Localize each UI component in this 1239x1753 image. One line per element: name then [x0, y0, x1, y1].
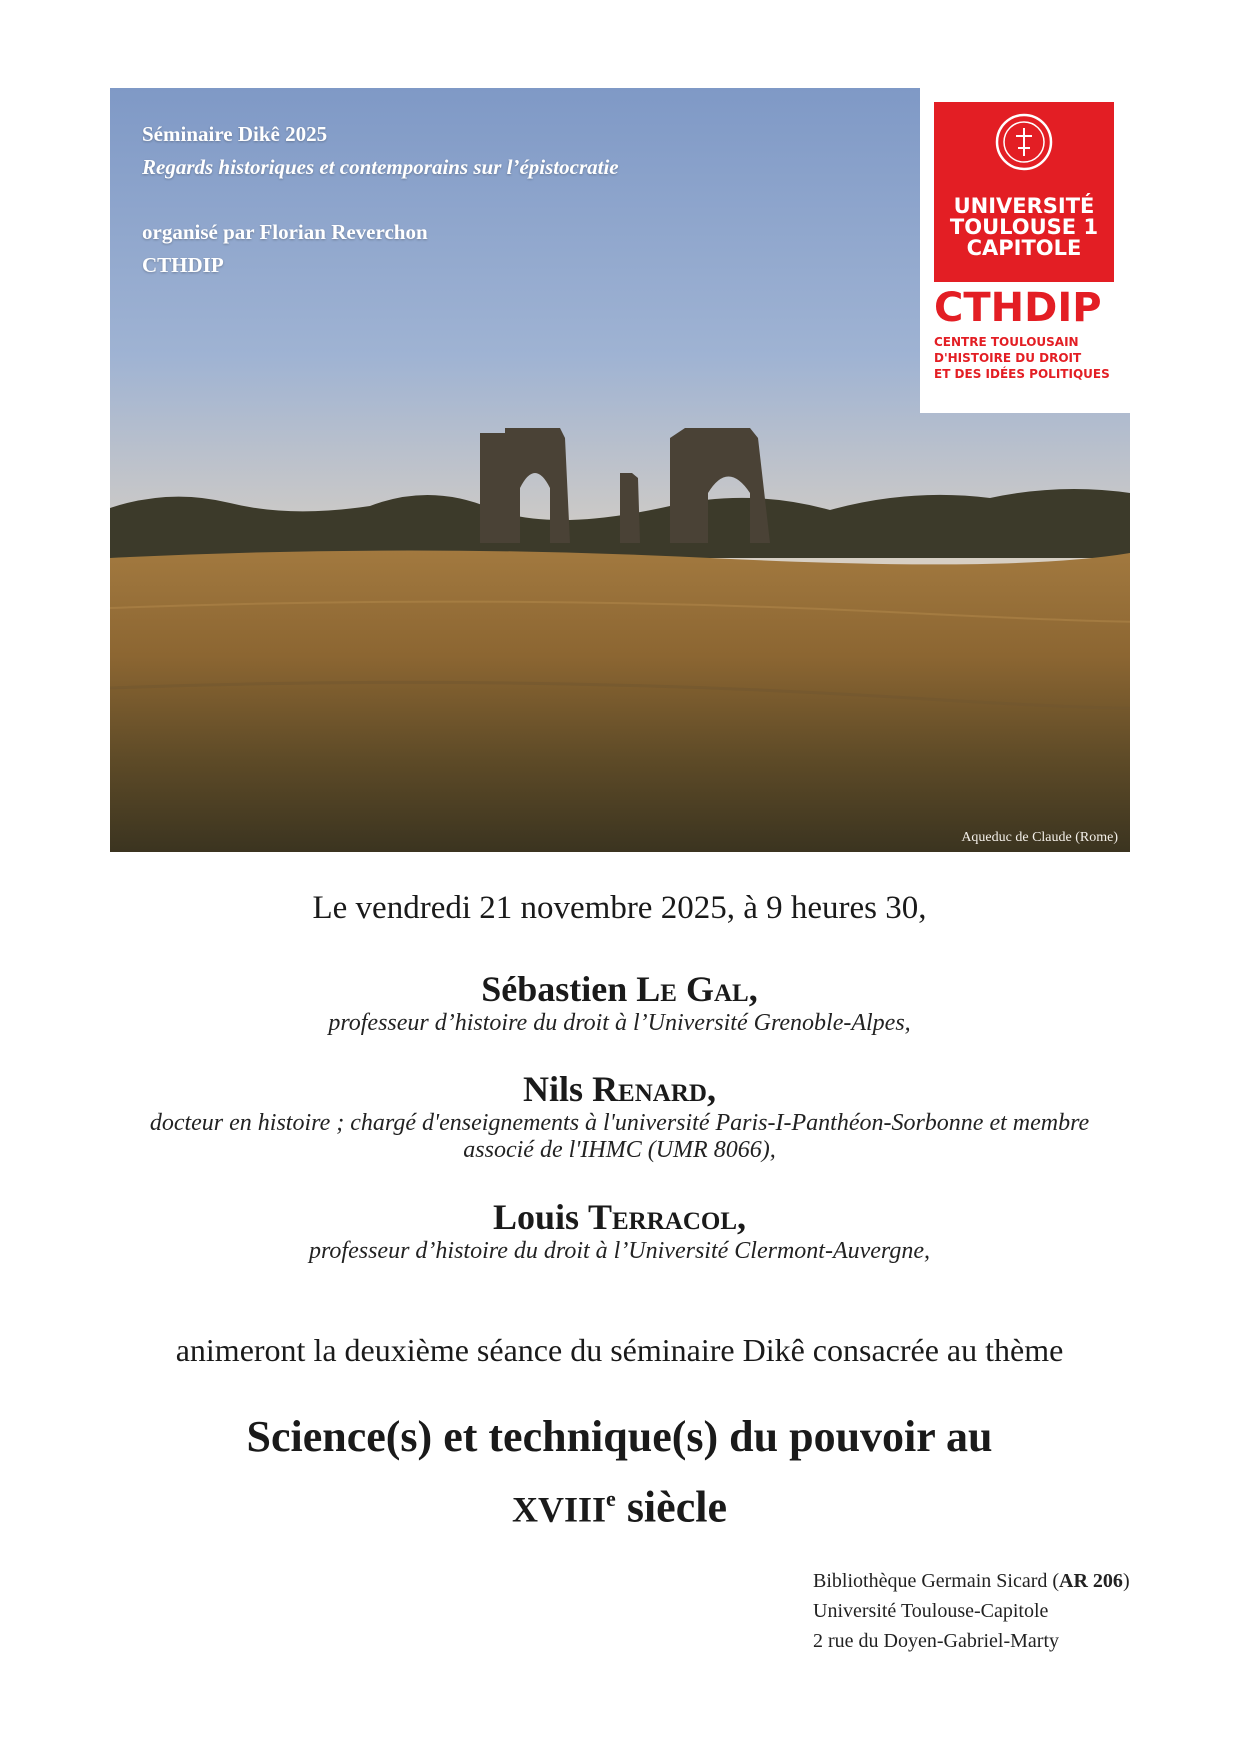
- speaker-1-first-name: Sébastien: [481, 969, 628, 1009]
- speaker-2-last-name: Renard: [592, 1069, 707, 1109]
- theme-title-line2: [0, 1468, 1239, 1541]
- seminar-theme-title: [0, 1406, 1239, 1541]
- university-logo: [934, 102, 1114, 282]
- university-seal-icon: [994, 112, 1054, 172]
- speaker-2-first-name: Nils: [523, 1069, 584, 1109]
- speaker-1: [0, 968, 1239, 1037]
- venue-library: Bibliothèque Germain Sicard (: [813, 1570, 1060, 1592]
- century-numeral: XVIII: [512, 1489, 607, 1530]
- seminar-intro: animeront la deuxième séance du séminaire Dikê consacrée au thème: [175, 1332, 1064, 1368]
- seminar-name: Séminaire Dikê 2025: [142, 122, 328, 146]
- logo-acronym: CTHDIP: [934, 285, 1102, 331]
- speaker-2-role-line2: associé de l'IHMC (UMR 8066),: [463, 1137, 776, 1163]
- speaker-2-role: docteur en histoire ; chargé d'enseignements à l'université Paris-I-Panthéon-Sorbonne et membre: [149, 1110, 1090, 1136]
- logo-panel: [920, 88, 1130, 413]
- speaker-3-first-name: Louis: [492, 1197, 579, 1237]
- speaker-1-role: professeur d’histoire du droit à l’Université Grenoble-Alpes,: [328, 1010, 911, 1036]
- event-dateline: Le vendredi 21 novembre 2025, à 9 heures 30,: [312, 890, 927, 926]
- speaker-3-role: professeur d’histoire du droit à l’Université Clermont-Auvergne,: [308, 1238, 931, 1264]
- logo-university-line3: CAPITOLE: [966, 236, 1082, 260]
- organization-name: CTHDIP: [142, 253, 224, 277]
- speaker-3: [0, 1196, 1239, 1265]
- venue-library-line: [813, 1566, 1130, 1596]
- speaker-2-name: Nils Renard,: [523, 1069, 716, 1109]
- logo-center-line1: CENTRE TOULOUSAIN: [934, 335, 1079, 349]
- century-superscript: e: [606, 1486, 616, 1511]
- hero-text-block: [142, 118, 619, 282]
- organizer-line: organisé par Florian Reverchon: [142, 220, 428, 244]
- venue-room: AR 206: [1059, 1570, 1123, 1592]
- venue-university: Université Toulouse-Capitole: [813, 1600, 1049, 1622]
- speaker-2: [0, 1068, 1239, 1164]
- venue-address: [813, 1566, 1130, 1656]
- hero-photo: [110, 88, 1130, 852]
- logo-center-line3: ET DES IDÉES POLITIQUES: [934, 367, 1110, 381]
- venue-street: 2 rue du Doyen-Gabriel-Marty: [813, 1630, 1060, 1652]
- speaker-1-last-name: Le Gal: [636, 969, 749, 1009]
- theme-title-line1: Science(s) et technique(s) du pouvoir au: [246, 1412, 993, 1461]
- speaker-3-last-name: Terracol: [588, 1197, 738, 1237]
- speaker-1-name: Sébastien Le Gal,: [481, 969, 758, 1009]
- venue-library-close: ): [1122, 1570, 1130, 1592]
- speaker-3-name: Louis Terracol,: [492, 1197, 747, 1237]
- logo-center-line2: D'HISTOIRE DU DROIT: [934, 351, 1082, 365]
- logo-university-line1: UNIVERSITÉ: [953, 194, 1095, 218]
- seminar-subtitle: Regards historiques et contemporains sur l’épistocratie: [142, 155, 619, 179]
- century-word: siècle: [626, 1482, 727, 1532]
- photo-caption: Aqueduc de Claude (Rome): [961, 830, 1118, 845]
- logo-university-line2: TOULOUSE 1: [949, 215, 1099, 239]
